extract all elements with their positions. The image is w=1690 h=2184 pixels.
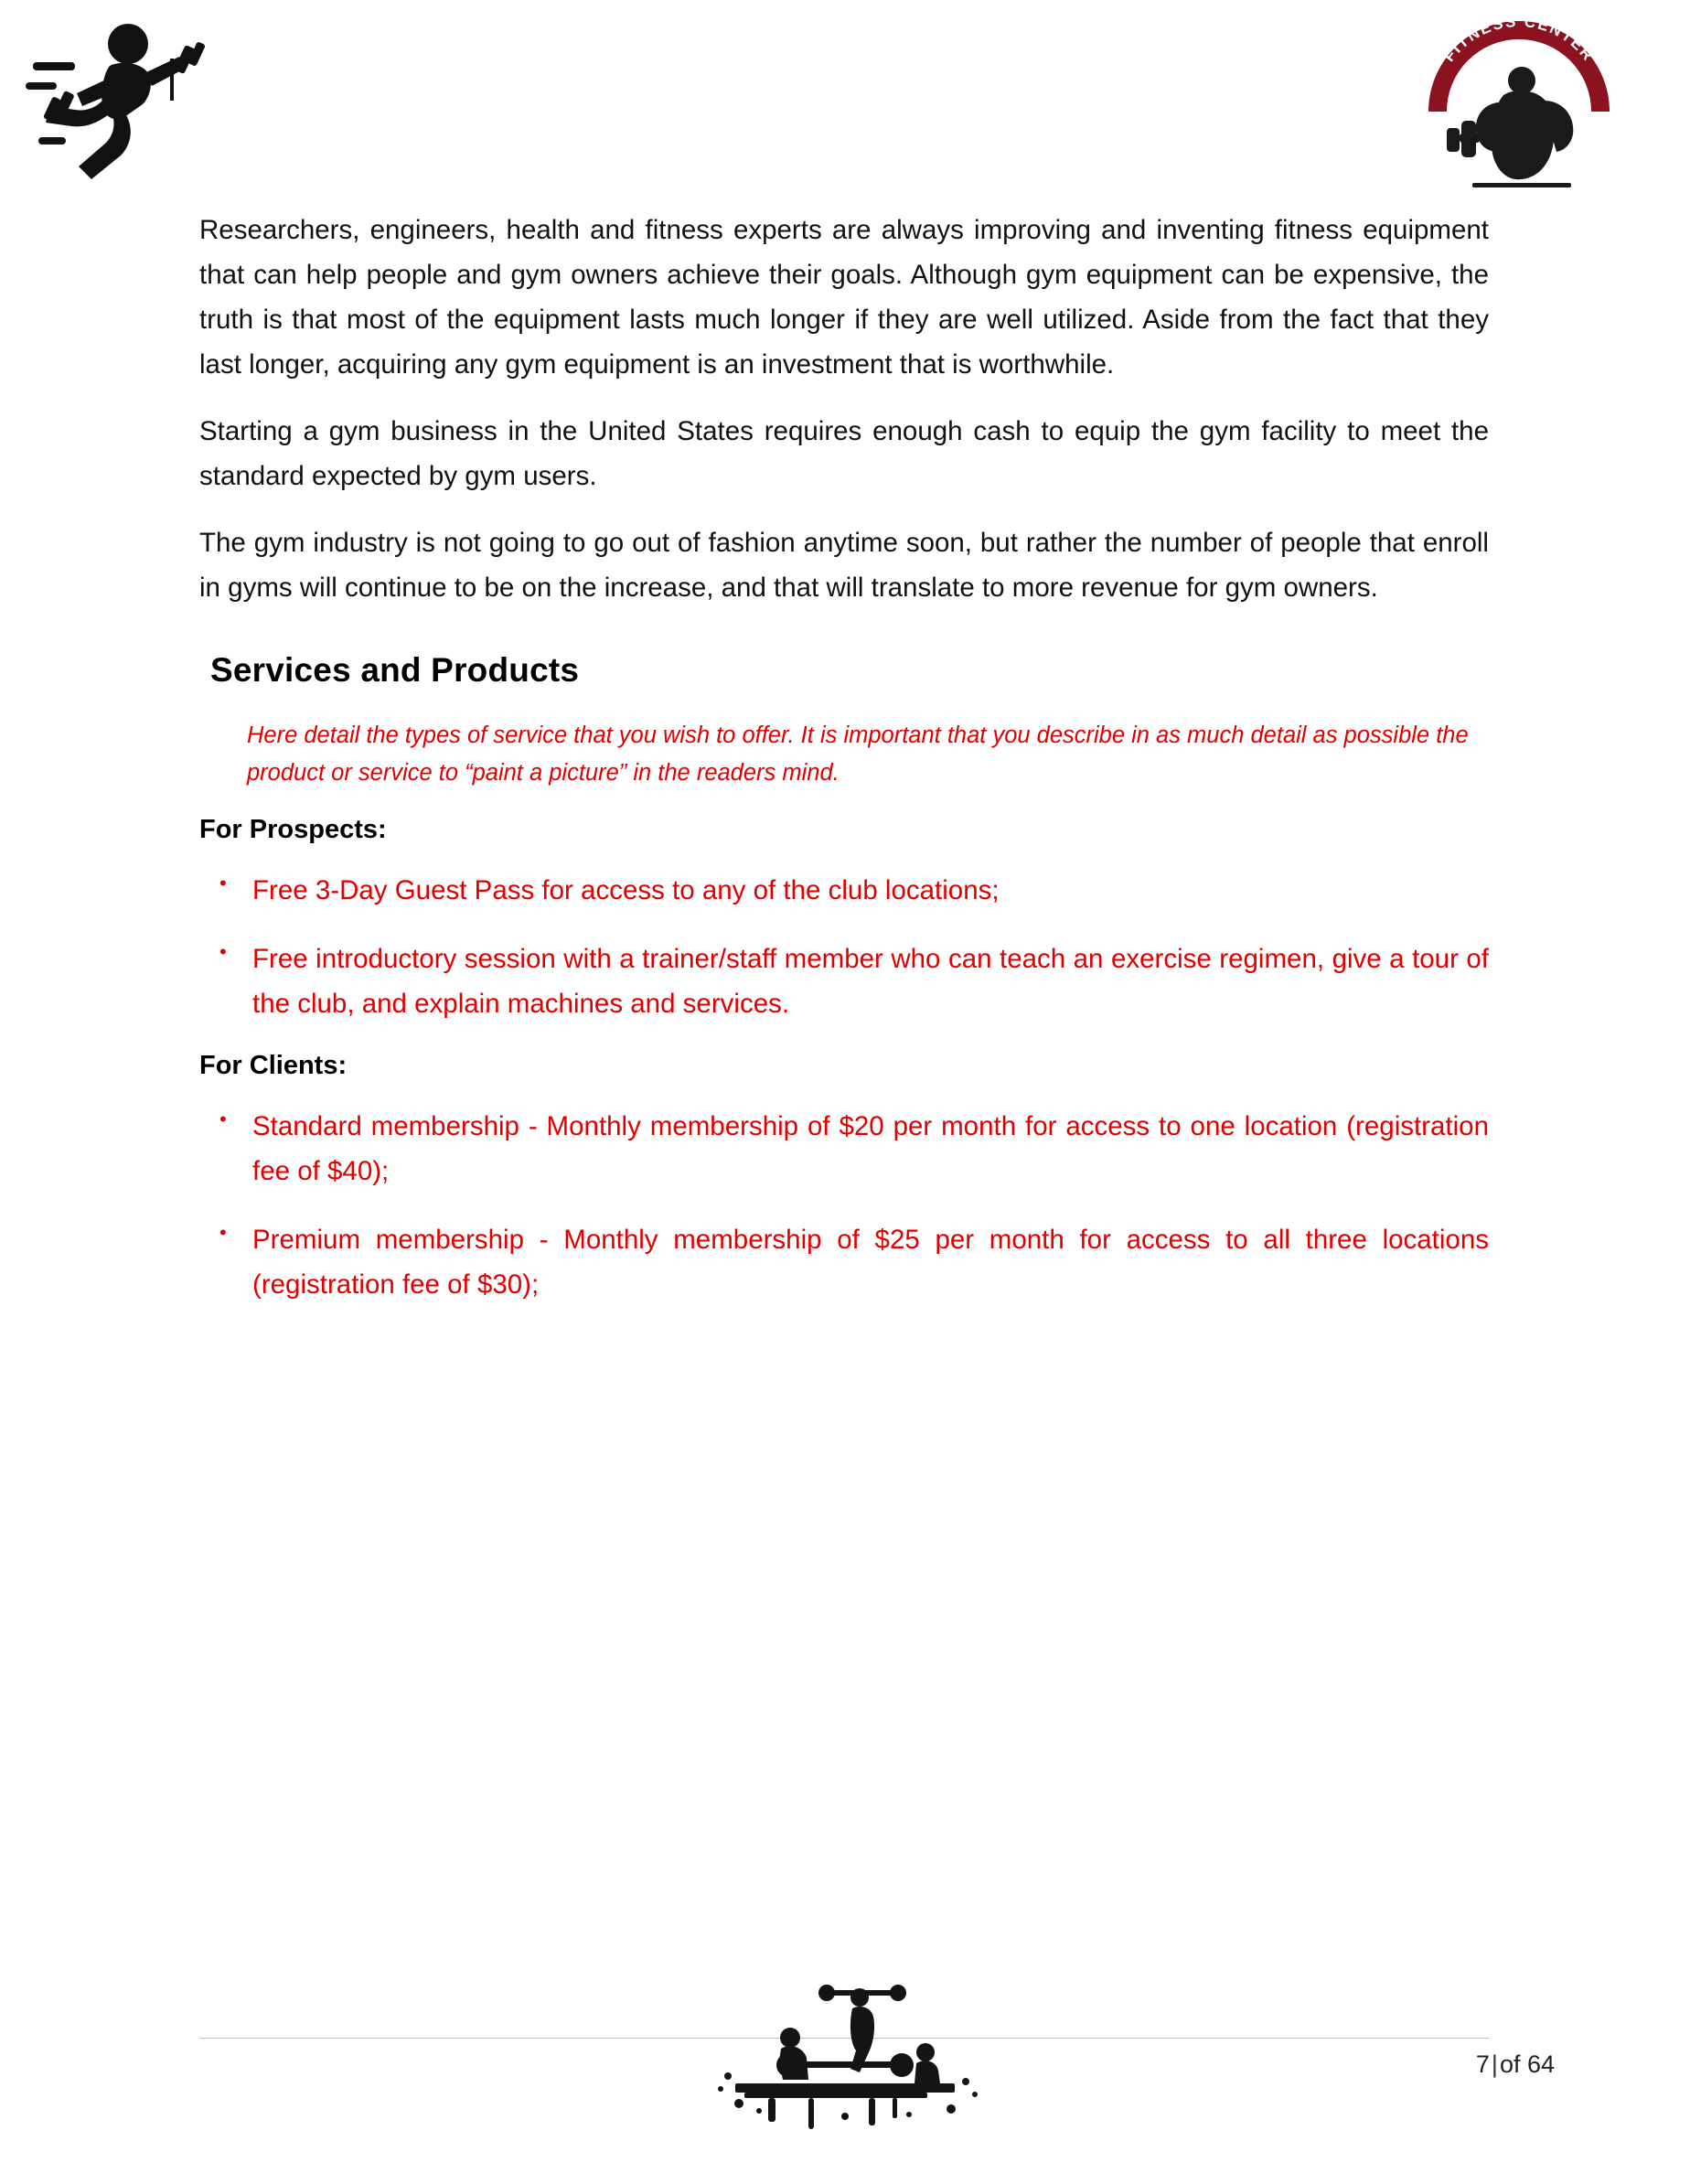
group-label-for-clients: For Clients: bbox=[199, 1051, 348, 1081]
page-header bbox=[0, 0, 1690, 210]
clients-bullet-list bbox=[199, 1105, 1489, 1308]
body-paragraph-3: The gym industry is not going to go out of fashion anytime soon, but rather the number of people that enroll in gyms will continue to be on the increase, and that will translate to more revenue for gym owners. bbox=[199, 527, 1489, 603]
list-item: • Standard membership - Monthly membership of $20 per month for access to one location (registration fee of $40); bbox=[199, 1105, 1489, 1194]
runner-with-dumbbell-logo bbox=[26, 9, 218, 197]
section-heading-services-and-products: Services and Products bbox=[210, 650, 580, 689]
prospects-bullet-list bbox=[199, 869, 1489, 1027]
fitness-center-badge-logo bbox=[1419, 13, 1619, 196]
page-number-current: 7 bbox=[1475, 2050, 1490, 2078]
page-right-edge bbox=[1685, 0, 1690, 2184]
page-number-separator: | bbox=[1491, 2050, 1498, 2078]
body-paragraph-2: Starting a gym business in the United States requires enough cash to equip the gym facility to meet the standard expected by gym users. bbox=[199, 415, 1489, 491]
list-item: • Free 3-Day Guest Pass for access to any of the club locations; bbox=[199, 869, 1489, 914]
page-footer bbox=[0, 2010, 1690, 2184]
page-number bbox=[1476, 2050, 1555, 2079]
list-item: • Free introductory session with a trainer/staff member who can teach an exercise regimen, give a tour of the club, and explain machines and services. bbox=[199, 937, 1489, 1027]
list-item: • Premium membership - Monthly membership of $25 per month for access to all three locations (registration fee of $30); bbox=[199, 1218, 1489, 1308]
document-body bbox=[199, 209, 1489, 1332]
badge-arc-text: FITNESS CENTER bbox=[1439, 13, 1599, 65]
group-label-for-prospects: For Prospects: bbox=[199, 815, 387, 845]
body-paragraph-1: Researchers, engineers, health and fitness experts are always improving and inventing fitness equipment that can help people and gym owners achieve their goals. Although gym equipment can be expensive, the truth is that most of the equipment lasts much longer if they are well utilized. Aside from the fact that they last longer, acquiring any gym equipment is an investment that is worthwhile. bbox=[199, 215, 1489, 380]
page-number-total: of 64 bbox=[1499, 2050, 1555, 2078]
instruction-note: Here detail the types of service that you wish to offer. It is important that you describe in as much detail as possible the product or service to “paint a picture” in the readers mind. bbox=[247, 722, 1469, 786]
gym-silhouette-footer-art bbox=[680, 1974, 1010, 2147]
